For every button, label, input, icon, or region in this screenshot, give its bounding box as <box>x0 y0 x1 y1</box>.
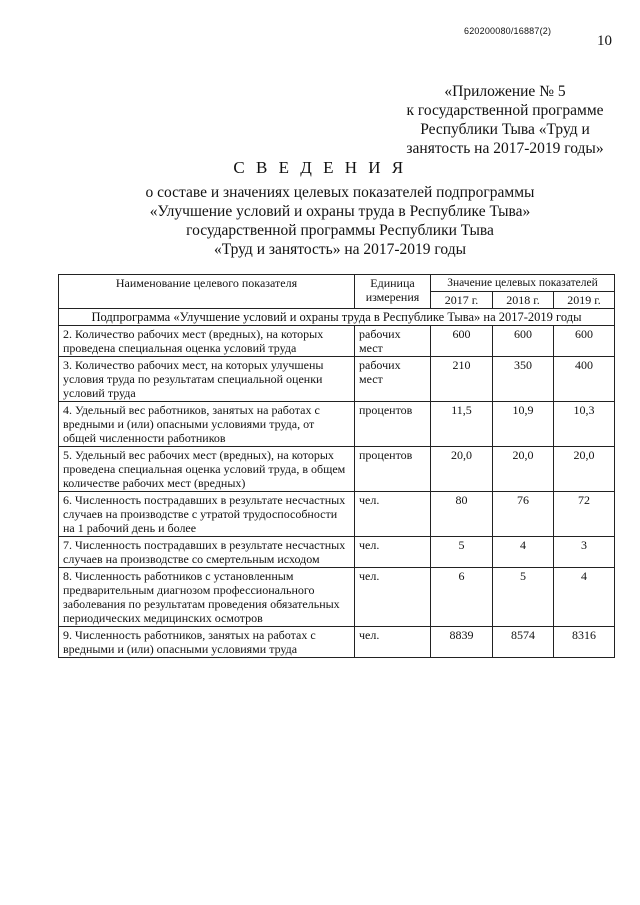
column-header-year: 2017 г. <box>431 292 493 309</box>
value-2018-cell: 8574 <box>493 627 554 658</box>
value-2019-cell: 20,0 <box>554 447 615 492</box>
unit-cell: процентов <box>355 447 431 492</box>
unit-cell: процентов <box>355 402 431 447</box>
table-row <box>59 568 615 627</box>
appendix-line: занятость на 2017-2019 годы» <box>406 140 604 157</box>
subtitle-line: государственной программы Республики Тыва <box>186 222 494 239</box>
table-row <box>59 326 615 357</box>
value-2017-cell: 11,5 <box>431 402 493 447</box>
value-2018-cell: 600 <box>493 326 554 357</box>
subprogram-title: Подпрограмма «Улучшение условий и охраны труда в Республике Тыва» на 2017-2019 годы <box>59 309 615 326</box>
appendix-line: «Приложение № 5 <box>444 83 566 100</box>
value-2018-cell: 20,0 <box>493 447 554 492</box>
appendix-line: к государственной программе <box>406 102 604 119</box>
value-2018-cell: 10,9 <box>493 402 554 447</box>
document-subtitle <box>0 183 640 259</box>
unit-cell: рабочих мест <box>355 326 431 357</box>
unit-cell: чел. <box>355 492 431 537</box>
indicator-name-cell: 4. Удельный вес работников, занятых на работах с вредными и (или) опасными условиями труда, от общей численности работников <box>59 402 355 447</box>
document-code: 620200080/16887(2) <box>464 26 552 36</box>
value-2019-cell: 4 <box>554 568 615 627</box>
indicator-name-cell: 3. Количество рабочих мест, на которых улучшены условия труда по результатам специальной оценки условий труда <box>59 357 355 402</box>
indicator-name-cell: 2. Количество рабочих мест (вредных), на которых проведена специальная оценка условий труда <box>59 326 355 357</box>
value-2017-cell: 600 <box>431 326 493 357</box>
table-row <box>59 447 615 492</box>
value-2019-cell: 72 <box>554 492 615 537</box>
value-2017-cell: 6 <box>431 568 493 627</box>
document-title: С В Е Д Е Н И Я <box>233 158 407 177</box>
indicator-name-cell: 8. Численность работников с установленным предварительным диагнозом профессионального заболевания по результатам проведения обязательных периодических медицинских осмотров <box>59 568 355 627</box>
unit-cell: чел. <box>355 627 431 658</box>
value-2017-cell: 80 <box>431 492 493 537</box>
subtitle-line: «Труд и занятость» на 2017-2019 годы <box>213 241 467 258</box>
column-header-unit: Единица измерения <box>355 275 431 309</box>
appendix-block <box>400 82 610 158</box>
indicator-name-cell: 5. Удельный вес рабочих мест (вредных), на которых проведена специальная оценка условий труда, в общем количестве рабочих мест (вредных) <box>59 447 355 492</box>
page-number: 10 <box>597 33 612 49</box>
value-2018-cell: 4 <box>493 537 554 568</box>
value-2019-cell: 3 <box>554 537 615 568</box>
value-2017-cell: 8839 <box>431 627 493 658</box>
subtitle-line: «Улучшение условий и охраны труда в Республике Тыва» <box>149 203 531 220</box>
subtitle-line: о составе и значениях целевых показателей подпрограммы <box>145 184 535 201</box>
indicator-name-cell: 6. Численность пострадавших в результате несчастных случаев на производстве с утратой трудоспособности на 1 рабочий день и более <box>59 492 355 537</box>
value-2017-cell: 5 <box>431 537 493 568</box>
table-row <box>59 492 615 537</box>
column-header-values: Значение целевых показателей <box>431 275 615 292</box>
value-2018-cell: 5 <box>493 568 554 627</box>
value-2019-cell: 8316 <box>554 627 615 658</box>
column-header-year: 2018 г. <box>493 292 554 309</box>
value-2018-cell: 350 <box>493 357 554 402</box>
value-2017-cell: 210 <box>431 357 493 402</box>
value-2019-cell: 10,3 <box>554 402 615 447</box>
column-header-name: Наименование целевого показателя <box>59 275 355 309</box>
indicator-name-cell: 7. Численность пострадавших в результате несчастных случаев на производстве со смертельным исходом <box>59 537 355 568</box>
appendix-line: Республики Тыва «Труд и <box>420 121 590 138</box>
indicators-table <box>58 274 615 658</box>
column-header-year: 2019 г. <box>554 292 615 309</box>
indicator-name-cell: 9. Численность работников, занятых на работах с вредными и (или) опасными условиями труда <box>59 627 355 658</box>
table-row <box>59 537 615 568</box>
unit-cell: рабочих мест <box>355 357 431 402</box>
value-2019-cell: 400 <box>554 357 615 402</box>
table-row <box>59 402 615 447</box>
value-2019-cell: 600 <box>554 326 615 357</box>
table-row <box>59 627 615 658</box>
unit-cell: чел. <box>355 568 431 627</box>
value-2017-cell: 20,0 <box>431 447 493 492</box>
table-row <box>59 357 615 402</box>
value-2018-cell: 76 <box>493 492 554 537</box>
unit-cell: чел. <box>355 537 431 568</box>
